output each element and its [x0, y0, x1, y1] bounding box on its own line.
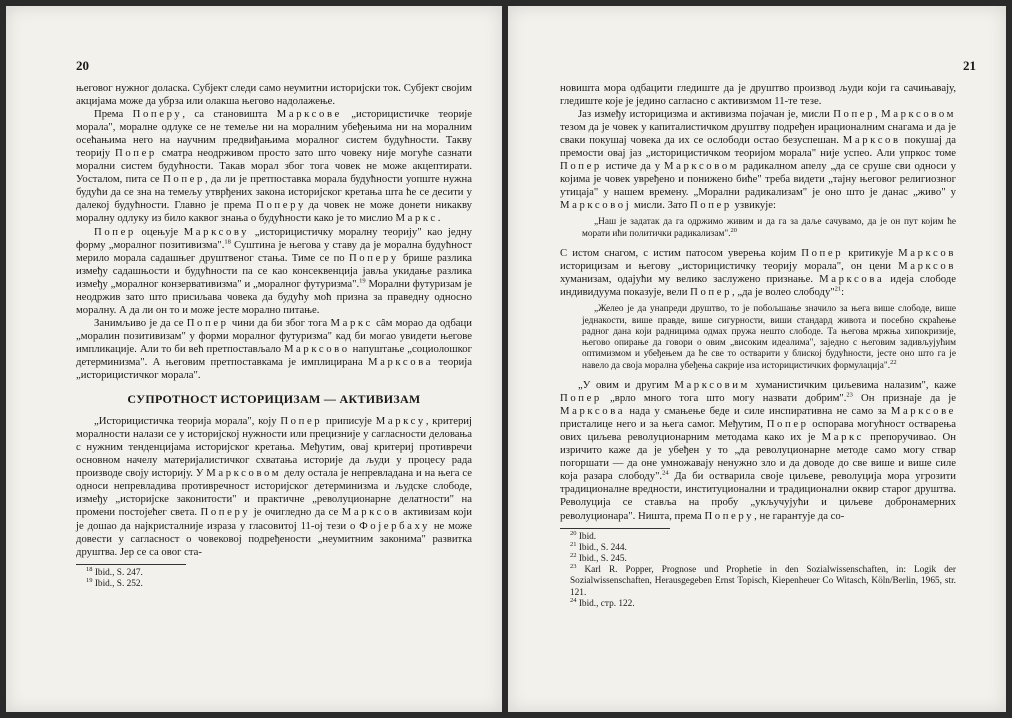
right-body-text	[560, 82, 956, 610]
right-paragraphs	[560, 82, 956, 212]
paragraph	[560, 108, 956, 212]
text-run: истиче да у	[601, 160, 665, 173]
spaced-name: Маркс	[395, 212, 438, 225]
footnote-ref: 18	[224, 238, 231, 245]
paragraph	[560, 247, 956, 299]
spaced-name: Поперу	[704, 509, 755, 522]
text-run: , критериј моралности налази се у историјској нужности или прецизније у сагласности деловања с нужним тенденцијама историјског кретања. Међутим, овај критериј противречи основном начелу материјалистичког схватања историје да људи у процесу рада производе своју историју. У	[76, 415, 472, 480]
footnote-number: 24	[570, 596, 577, 604]
spaced-name: Марксов	[898, 247, 956, 260]
paragraph	[76, 317, 472, 382]
footnote-text: Karl R. Popper, Prognose und Prophetie in den Sozialwissenschaften, in: Logik der Sozialwissenschaften, Herausgegeben Ernst Topisch, Kiepenheuer Co Witasch, Köln/Berlin, 1965, str. 121.	[570, 565, 956, 598]
spaced-name: Марксовим	[674, 379, 750, 392]
text-run: његовог нужног доласка. Субјект следи само неумитни историјски ток. Субјект својим акцијама може да убрза или олакша његово надолажење.	[76, 82, 472, 108]
spaced-name: Попер	[766, 418, 809, 431]
text-run: Он признаје да је	[852, 392, 957, 405]
text-run: чини да би због тога	[228, 316, 331, 329]
footnote-ref: 19	[359, 277, 366, 285]
spaced-name: Попер	[801, 247, 844, 260]
footnote-ref: 23	[846, 391, 853, 399]
footnote-text: Ibid., стр. 122.	[576, 598, 635, 609]
section-heading: СУПРОТНОСТ ИСТОРИЦИЗАМ — АКТИВИЗАМ	[127, 392, 421, 407]
spaced-name: Марксовој	[560, 199, 632, 212]
text-run: „Наш је задатак да га одржимо живим и да га за даље сачувамо, да је он пут којим ће морати ићи политички радикализам".	[582, 217, 956, 239]
footnote-text: Ibid., S. 245.	[576, 553, 627, 564]
text-run: , не гарантује да со-	[754, 509, 845, 522]
paragraph	[76, 415, 472, 559]
spaced-name: Попер	[690, 286, 733, 299]
text-run: мисли. Зато	[631, 199, 690, 212]
left-page	[6, 6, 502, 712]
text-run: Према	[94, 108, 133, 121]
footnote	[560, 529, 956, 543]
footnote-ref: 24	[662, 469, 669, 477]
footnote	[560, 551, 956, 565]
footnote-rule	[560, 528, 670, 529]
spaced-name: Марксовом	[881, 108, 957, 121]
text-run: активизам који је дошао да најкристалније израза у гласовитој 11-ој тези о	[76, 506, 473, 532]
footnote	[76, 565, 472, 579]
text-run: Да би остварила своје циљеве, револуција мора угрозити традиционалне вредности, институционални и традиционални оквир старог друштва. Револуција се ставља на пробу „укључујући и циљеве добронамерних револуционара". Ништа, према	[560, 470, 956, 522]
spaced-name: Попер	[833, 108, 876, 121]
footnote	[560, 596, 956, 610]
text-run: „историцистичку моралну теорију" као једну форму „моралног позитивизма".	[76, 225, 472, 251]
spaced-name: Поперу	[200, 506, 251, 519]
spaced-name: Попер	[256, 199, 299, 212]
text-run: С истом снагом, с истим патосом уверења којим	[560, 247, 802, 260]
text-run: идеја слободе индивидуума показује, вели	[560, 273, 956, 299]
footnote-number: 18	[86, 565, 93, 573]
text-run: тезом да је човек у капиталистичком друштву подређен ирационалним снагама и да је сваки покушај човека да их се ослободи остао безуспешан.	[560, 121, 956, 147]
footnote-ref: 20	[730, 226, 737, 234]
text-run: брише разлика између садашњости и будућности па се као консеквенција јавља укидање разлика између „моралног конзервативизма" и „моралног футуризма".	[76, 251, 472, 290]
text-run: радикалном апелу „да се сруше сви односи у којима је човек увређено и понижено биће" треба видети „тајну његовог религиозног утицаја" у нашем времену. „Морални радикализам" је оно што је данас „живо" у	[560, 160, 956, 199]
left-body-text	[76, 82, 472, 590]
text-run: у да човек не може донети никакву моралну одлуку из било каквог знања о будућности како је то мислио	[76, 199, 472, 225]
paragraph	[76, 108, 472, 225]
text-run: .	[437, 212, 441, 225]
spaced-name: Попер	[689, 199, 732, 212]
text-run: новишта мора одбацити гледиште да је друштво производ људи који га сачињавају, гледиште које је једино сагласно с активизмом 11-те тезе.	[560, 82, 956, 108]
block-quote	[582, 304, 956, 372]
paragraph	[76, 82, 472, 108]
spaced-name: Фојербаху	[359, 519, 430, 532]
text-run: „Желео је да унапреди друштво, то је побољшање значило за њега више слободе, више једнакости, више правде, више сигурности, виши стандард живота и посебно скраћење радног дана који радницима одмах пружа нешто слободе. Та његова мржња хипокризије, његово опирање да говори о овим „високим идеалима", заједно с његовим задивљујућим оптимизмом и убеђењем да ће све то остварити у блиској будућности, јесте оно што га је навело да своја морална убеђења сакрије иза историцистичких формулација".	[582, 304, 956, 371]
spaced-name: Попер	[94, 225, 136, 238]
footnote-ref: 22	[890, 358, 897, 366]
spaced-name: Марксове	[890, 405, 956, 418]
spaced-name: Марксово	[283, 342, 350, 355]
text-run: , да ли је претпоставка морала будућности уопште нужна будући да се зна на темељу утврђених закона историјског кретања шта ће се десити у далекој будућности. Главно је према	[76, 173, 472, 212]
right-paragraphs-mid	[560, 247, 956, 299]
page-number: 21	[963, 58, 976, 73]
spaced-name: Поперу	[348, 251, 399, 264]
paragraph	[582, 217, 956, 240]
spaced-name: Марксовом	[664, 160, 739, 173]
paragraph	[560, 379, 956, 523]
paragraph	[76, 226, 472, 317]
text-run: Занимљиво је да се	[94, 316, 187, 329]
text-run: Морални футуризам је неодржив зато што присиљава човека да будућу моћ призна за праведну односно моралну. А да ли он то и може јесте морално питање.	[76, 277, 472, 316]
spaced-name: Марксову	[183, 225, 250, 238]
page-number: 20	[76, 58, 89, 73]
left-paragraphs	[76, 82, 472, 382]
spaced-name: Марксов	[341, 506, 400, 519]
text-run: „У овим и другим	[578, 379, 675, 392]
spaced-name: Марксова	[819, 273, 885, 286]
footnote-number: 23	[570, 563, 577, 571]
paragraph	[582, 304, 956, 372]
footnote-number: 19	[86, 576, 93, 584]
text-run: оцењује	[135, 225, 184, 238]
text-run: сматра неодрживом просто зато што човеку није могуће сазнати морални систем будућности. Такав морал због тога човек не може акцептирати. Уосталом, пита се	[76, 147, 472, 186]
paragraph	[560, 82, 956, 108]
spaced-name: Поперу	[132, 108, 183, 121]
spaced-name: Марксова	[560, 405, 626, 418]
spaced-name: Марксове	[276, 108, 342, 121]
text-run: хуманизам, одајући му велико заслужено признање.	[560, 273, 820, 286]
right-footnotes	[560, 529, 956, 610]
text-run: хуманистичким циљевима налазим", каже	[749, 379, 956, 392]
left-footnotes	[76, 565, 472, 590]
text-run: Суштина је његова у ставу да је морална будућност мерило морала садашњег друштвеног стања. Тиме се по	[76, 238, 472, 264]
text-run: делу остала је непревладана и на њега се односи непревладива противречност историјског детерминизма и људске слободе, између „историјске законитости" и практичне „револуционарне делатности" на промени постојећег света.	[76, 467, 473, 519]
footnote	[560, 565, 956, 599]
text-run: :	[841, 286, 845, 299]
spaced-name: Марксовом	[206, 467, 282, 480]
footnote	[76, 576, 472, 590]
spaced-name: Попер	[560, 160, 602, 173]
spaced-name: Марксова	[368, 355, 434, 368]
spaced-name: Маркс	[330, 316, 373, 329]
text-run: узвикује:	[731, 199, 776, 212]
spaced-name: Маркс	[821, 431, 864, 444]
footnote-number: 21	[570, 540, 577, 548]
text-run: покушај да премости овај јаз „историцистичком теоријом морала" није успео. Али упркос томе	[560, 134, 956, 160]
text-run: приписује	[322, 415, 376, 428]
text-run: „историцистичке теорије морала", моралне одлуке се не темеље ни на моралним убеђењима ни на моралним осећањима него на научним предвиђањима моралног систем будућности. Такву теорију	[76, 108, 473, 160]
text-run: теорија „историцистичког морала".	[76, 355, 472, 382]
text-run: препоручивао. Он изричито каже да је убеђен у то „да револуционарне методе само могу ствар погоршати — да оне умножавају ненужно зло и да доводе до све више и више силе која разара слободу".	[560, 431, 956, 483]
right-paragraphs-end	[560, 379, 956, 523]
footnote-text: Ibid., S. 252.	[92, 578, 143, 589]
spaced-name: Попер	[186, 316, 229, 329]
text-run: нада у смањење беде и силе инспиративна не само за	[625, 405, 891, 418]
spaced-name: Марксов	[842, 134, 901, 147]
spaced-name: Попер	[163, 173, 205, 186]
text-run: „врло много тога што могу назвати добрим".	[601, 392, 847, 405]
footnote-text: Ibid., S. 244.	[576, 542, 627, 553]
block-quote	[582, 217, 956, 240]
spaced-name: Попер	[280, 415, 323, 428]
text-run: ,	[875, 108, 882, 121]
right-page	[508, 6, 1006, 712]
footnote-rule	[76, 564, 186, 565]
text-run: је очигледно да се	[250, 506, 342, 519]
footnote	[560, 540, 956, 554]
text-run: сâм морао да одбаци „моралин позитивизам" у форми моралног футуризма" кад би могао увидети његове импликације. Али то би већ претпостављало	[76, 316, 472, 355]
text-run: , са становишта	[182, 108, 277, 121]
left-paragraphs-after	[76, 415, 472, 559]
text-run: историцизам и његову „историцистичку теорију морала", он цени	[560, 260, 899, 273]
text-run: напуштање „социолошког детерминизма". А његовим претпоставкама је имплицирана	[76, 342, 473, 368]
text-run: оспорава могућност остварења ових циљева револуционарним методама како их је	[560, 418, 956, 444]
spaced-name: Попер	[115, 147, 157, 160]
footnote-ref: 21	[834, 285, 842, 293]
footnote-number: 20	[570, 529, 577, 537]
text-run: присталице него и за њега самог. Међутим,	[560, 418, 767, 431]
text-run: не може довести у сагласност о човековој подређености „неумитним законима" развитка друштва. Јер се са овог ста-	[76, 519, 472, 558]
footnote-text: Ibid., S. 247.	[92, 567, 143, 578]
spaced-name: Попер	[560, 392, 602, 405]
footnote-text: Ibid.	[576, 531, 597, 542]
spaced-name: Марксу	[375, 415, 426, 428]
text-run: „Историцистичка теорија морала", коју	[94, 415, 281, 428]
footnote-number: 22	[570, 551, 577, 559]
spaced-name: Марксов	[898, 260, 956, 273]
text-run: , „да је волео слободу"	[732, 286, 835, 299]
text-run: критикује	[843, 247, 899, 260]
text-run: Јаз између историцизма и активизма појачан је, мисли	[578, 108, 834, 121]
